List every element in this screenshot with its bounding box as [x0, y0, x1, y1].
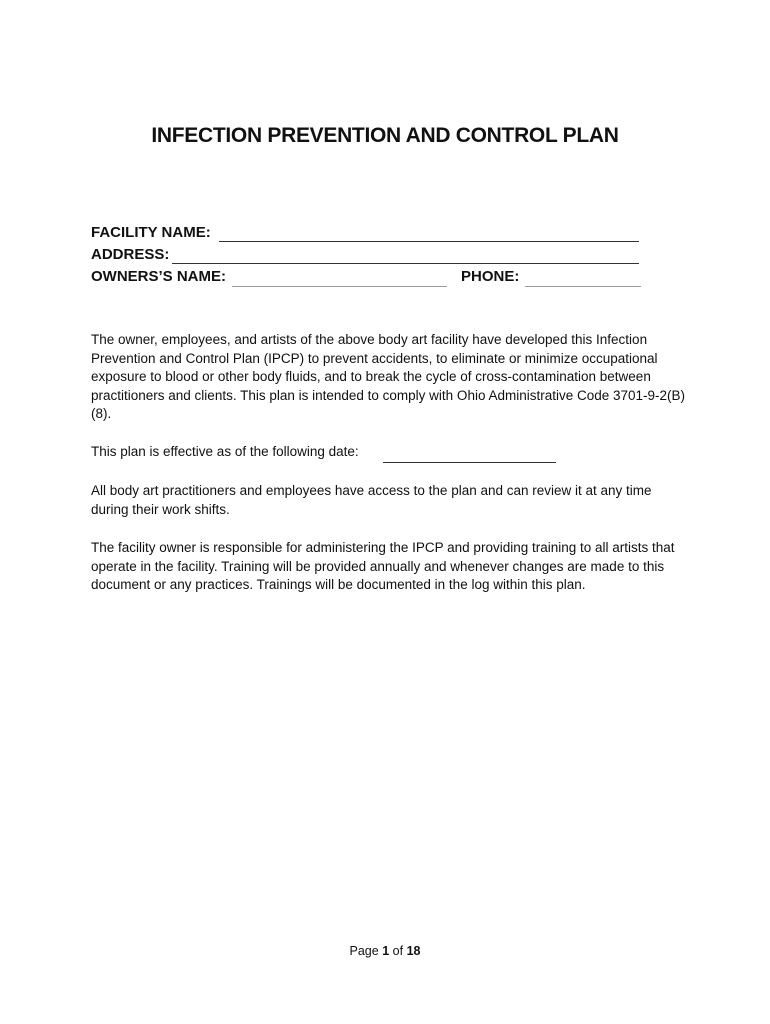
- current-page-number: 1: [382, 944, 390, 958]
- phone-line[interactable]: [525, 286, 641, 287]
- responsibility-paragraph: The facility owner is responsible for administering the IPCP and providing training to all artists that operate in the facility. Training will be provided annually and whenever changes are made to this document or any practices. Trainings will be documented in the log within this plan.: [91, 540, 675, 592]
- effective-date-text: This plan is effective as of the following date:: [91, 444, 359, 459]
- of-word: of: [392, 944, 404, 958]
- owners-name-label: OWNERS’S NAME:: [91, 268, 226, 285]
- address-row: [91, 246, 651, 268]
- address-label: ADDRESS:: [91, 246, 170, 263]
- facility-name-row: [91, 224, 651, 246]
- page-word: Page: [349, 944, 379, 958]
- owners-name-line[interactable]: [232, 286, 447, 287]
- facility-name-label: FACILITY NAME:: [91, 224, 211, 241]
- phone-label: PHONE:: [461, 268, 520, 285]
- page-footer: [0, 944, 770, 958]
- address-line[interactable]: [172, 263, 639, 264]
- effective-date-line[interactable]: [383, 462, 556, 463]
- total-pages-number: 18: [406, 944, 421, 958]
- facility-name-line[interactable]: [219, 241, 639, 242]
- document-title: INFECTION PREVENTION AND CONTROL PLAN: [151, 124, 619, 147]
- owner-phone-row: [91, 268, 651, 290]
- access-paragraph: All body art practitioners and employees have access to the plan and can review it at any time during their work shifts.: [91, 483, 652, 517]
- intro-paragraph: The owner, employees, and artists of the above body art facility have developed this Infection Prevention and Control Plan (IPCP) to prevent accidents, to eliminate or minimize occupational exposure to blood or other body fluids, and to break the cycle of cross-contamination between practitioners and clients. This plan is intended to comply with Ohio Administrative Code 3701-9-2(B)(8).: [91, 332, 686, 421]
